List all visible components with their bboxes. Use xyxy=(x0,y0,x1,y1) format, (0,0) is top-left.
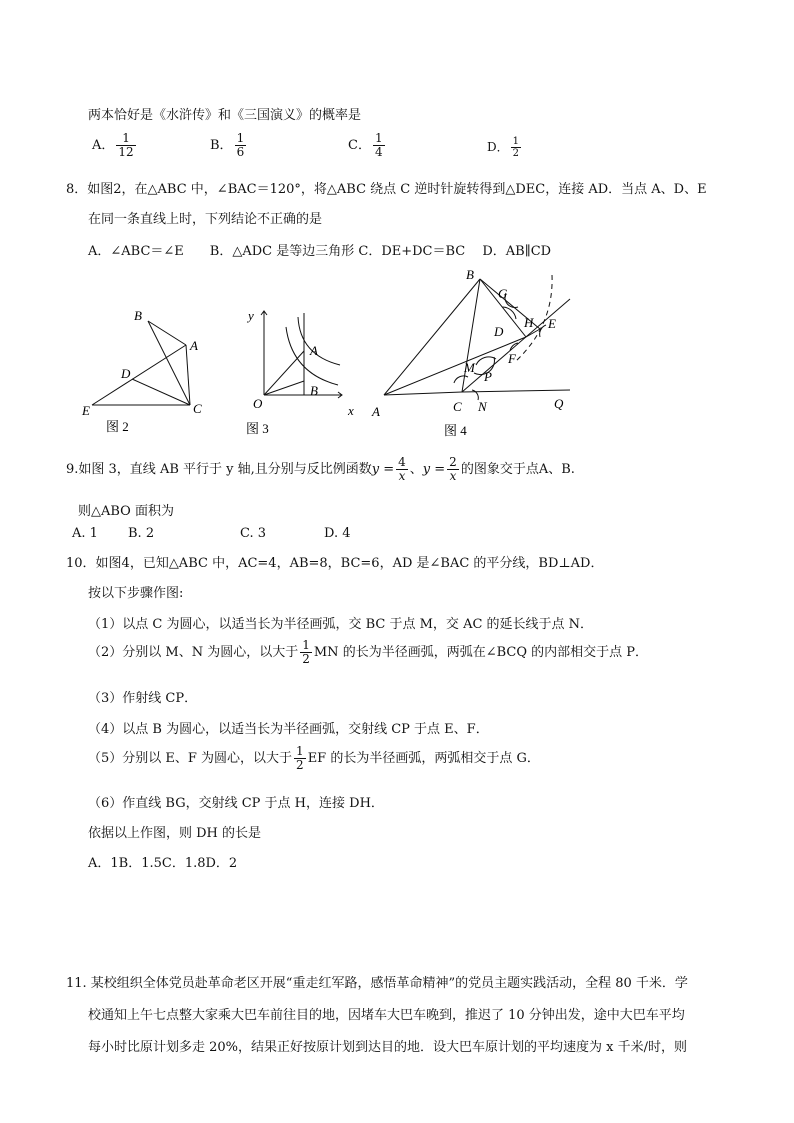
fig4-label-a: A xyxy=(372,404,380,419)
q9-stem-line2: 则△ABO 面积为 xyxy=(78,504,174,519)
q11-line1: 11. 某校组织全体党员赴革命老区开展“重走红军路，感悟革命精神”的党员主题实践活动，全程 80 千米．学 xyxy=(66,976,688,991)
q9-option-d: D. 4 xyxy=(324,526,351,541)
fig4-label-m: M xyxy=(464,360,475,375)
q10-question: 依据以上作图，则 DH 的长是 xyxy=(88,826,262,841)
fig3-label-x: x xyxy=(348,403,354,418)
figure-2 xyxy=(92,321,190,405)
fig3-label-b: B xyxy=(310,383,318,398)
q10-step-6: （6）作直线 BG，交射线 CP 于点 H，连接 DH． xyxy=(88,796,384,811)
fig4-label-p: P xyxy=(484,369,492,384)
q10-options: A．1B．1.5C．1.8D．2 xyxy=(88,856,238,871)
fig3-label-y: y xyxy=(248,308,254,323)
fig2-label-d: D xyxy=(121,366,131,381)
q10-step-5: （5）分别以 E、F 为圆心，以大于 $\frac{1}{2}$ EF 的长为半径画弧，两弧相交于点 G． xyxy=(88,743,540,772)
fig3-label-a: A xyxy=(310,343,318,358)
fig4-label-n: N xyxy=(478,399,487,414)
fig2-label-b: B xyxy=(134,308,142,323)
figures-area xyxy=(70,265,590,445)
q8-options: A．∠ABC＝∠E B．△ADC 是等边三角形 C．DE+DC＝BC D．AB∥CD xyxy=(88,244,552,259)
fig4-label-f: F xyxy=(508,351,516,366)
q7-option-b: B． $\frac{1}{6}$ xyxy=(210,131,245,160)
q11-line2: 校通知上午七点整大家乘大巴车前往目的地，因堵车大巴车晚到，推迟了 10 分钟出发，途中大巴车平均 xyxy=(88,1008,685,1023)
q7-option-a: A． $\frac{1}{12}$ xyxy=(92,131,134,160)
q9-option-a: A. 1 xyxy=(72,526,98,541)
fig2-label-e: E xyxy=(82,403,90,418)
q7-option-d: D． $\frac{1}{2}$ xyxy=(487,136,519,159)
fig4-label-e: E xyxy=(548,316,556,331)
q9-option-c: C. 3 xyxy=(240,526,267,541)
fig4-label-g: G xyxy=(498,286,508,301)
q9-option-b: B. 2 xyxy=(128,526,155,541)
fig4-label-q: Q xyxy=(554,396,564,411)
q7-option-c: C． $\frac{1}{4}$ xyxy=(348,131,383,160)
fig2-label-c: C xyxy=(193,401,202,416)
fig2-caption: 图 2 xyxy=(106,419,129,434)
fig3-label-o: O xyxy=(253,396,263,411)
q8-stem-line2: 在同一条直线上时，下列结论不正确的是 xyxy=(88,212,323,227)
q10-stem-line1: 10．如图4，已知△ABC 中，AC=4，AB=8，BC=6，AD 是∠BAC 的平分线，BD⊥AD． xyxy=(66,556,604,571)
q10-step-2: （2）分别以 M、N 为圆心，以大于 $\frac{1}{2}$ MN 的长为半径画弧，两弧在∠BCQ 的内部相交于点 P． xyxy=(88,637,648,666)
q10-step-3: （3）作射线 CP． xyxy=(88,691,198,706)
q7-stem: 两本恰好是《水浒传》和《三国演义》的概率是 xyxy=(88,108,362,123)
fig4-caption: 图 4 xyxy=(444,423,467,438)
q9-stem-line1: 9.如图 3，直线 AB 平行于 y 轴,且分别与反比例函数y = $\frac{4}{x}$ 、y = $\frac{2}{x}$ 的图象交于点A、B. xyxy=(66,455,575,484)
fig4-label-d: D xyxy=(494,324,504,339)
q10-stem-line2: 按以下步骤作图: xyxy=(88,586,184,601)
q10-step-4: （4）以点 B 为圆心，以适当长为半径画弧，交射线 CP 于点 E、F． xyxy=(88,722,489,737)
fig4-label-b: B xyxy=(466,267,474,282)
figure-3 xyxy=(261,311,342,398)
fig3-caption: 图 3 xyxy=(246,421,269,436)
fig4-label-c: C xyxy=(453,399,462,414)
figure-4 xyxy=(384,279,570,400)
q11-line3: 每小时比原计划多走 20%，结果正好按原计划到达目的地．设大巴车原计划的平均速度为 x 千米/时，则 xyxy=(88,1040,688,1055)
fig4-label-h: H xyxy=(524,315,534,330)
q10-step-1: （1）以点 C 为圆心，以适当长为半径画弧，交 BC 于点 M，交 AC 的延长线于点 N． xyxy=(88,617,594,632)
fig4-dashed-arc xyxy=(516,275,552,361)
fig2-label-a: A xyxy=(190,338,198,353)
q8-stem-line1: 8．如图2，在△ABC 中，∠BAC＝120°，将△ABC 绕点 C 逆时针旋转得到△DEC，连接 AD．当点 A、D、E xyxy=(66,182,707,197)
